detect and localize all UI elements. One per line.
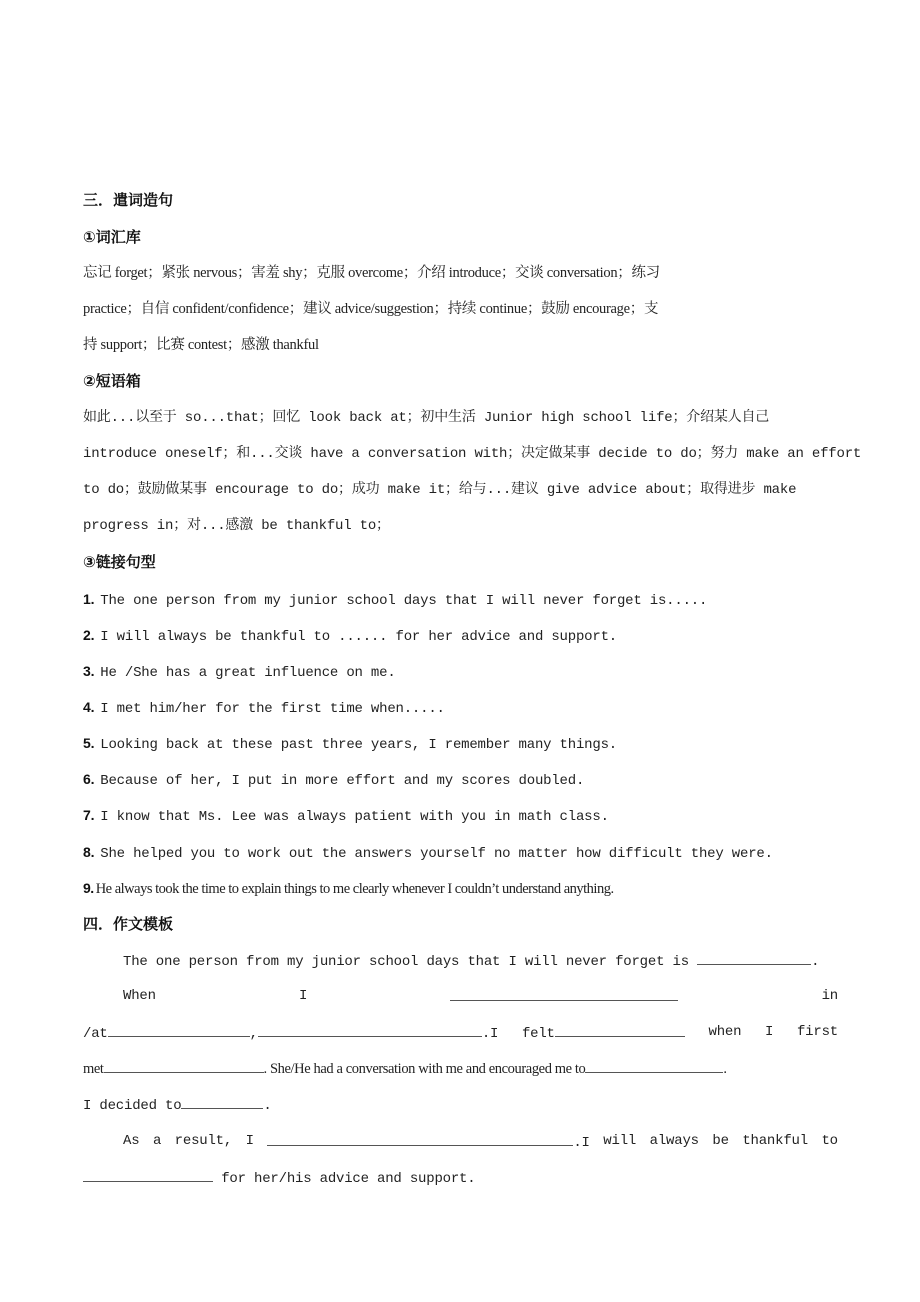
sentence-item bbox=[83, 842, 773, 864]
vocab-title: ①词汇库 bbox=[83, 228, 141, 246]
sentence-item bbox=[83, 805, 609, 827]
template-text: I bbox=[299, 988, 308, 1004]
sentence-number: 6. bbox=[83, 771, 95, 787]
sentence-text: She helped you to work out the answers yourself no matter how difficult they were. bbox=[100, 846, 773, 862]
sentence-text: Looking back at these past three years, I remember many things. bbox=[100, 737, 617, 753]
template-line-6 bbox=[123, 1131, 838, 1153]
sentence-number: 5. bbox=[83, 735, 95, 751]
sentence-text: He always took the time to explain things to me clearly whenever I couldn’t understand anything. bbox=[95, 881, 614, 897]
template-text: .I bbox=[573, 1135, 590, 1151]
template-text: , bbox=[249, 1026, 258, 1042]
sentence-item bbox=[83, 661, 396, 683]
template-text: I bbox=[245, 1133, 254, 1149]
template-text: . bbox=[263, 1098, 272, 1114]
sentence-text: Because of her, I put in more effort and my scores doubled. bbox=[100, 773, 585, 789]
blank-field[interactable] bbox=[108, 1022, 250, 1037]
sentence-text: I met him/her for the first time when..... bbox=[100, 701, 445, 717]
phrases-line-1: 如此...以至于 so...that；回忆 look back at；初中生活 Junior high school life；介绍某人自己 bbox=[83, 410, 770, 426]
vocab-line-2: practice；自信 confident/confidence；建议 advice/suggestion；持续 continue；鼓励 encourage；支 bbox=[83, 301, 659, 317]
sentence-item bbox=[83, 589, 707, 611]
sentence-number: 1. bbox=[83, 591, 95, 607]
sentence-text: I know that Ms. Lee was always patient with you in math class. bbox=[100, 809, 609, 825]
template-text: . bbox=[723, 1061, 727, 1077]
template-text: /at bbox=[83, 1026, 108, 1042]
sentence-number: 3. bbox=[83, 663, 95, 679]
template-text: to bbox=[821, 1133, 838, 1149]
template-text: When bbox=[123, 988, 156, 1004]
sentence-number: 7. bbox=[83, 807, 95, 823]
template-text: thankful bbox=[742, 1133, 808, 1149]
sentence-item bbox=[83, 697, 445, 719]
template-text: result, bbox=[174, 1133, 233, 1149]
template-line-7 bbox=[83, 1167, 475, 1189]
template-text: The one person from my junior school days that I will never forget is bbox=[123, 954, 689, 970]
sentence-number: 9. bbox=[83, 880, 94, 896]
sentence-item bbox=[83, 625, 617, 647]
template-text: when bbox=[708, 1024, 742, 1040]
blank-field[interactable] bbox=[697, 950, 811, 965]
section-4-title: 四．作文模板 bbox=[83, 915, 174, 933]
section-3-title: 三．遣词造句 bbox=[83, 191, 174, 209]
vocab-line-3: 持 support；比赛 contest；感激 thankful bbox=[83, 337, 319, 353]
blank-field[interactable] bbox=[585, 1058, 723, 1073]
template-text: . bbox=[811, 954, 820, 970]
sentence-text: The one person from my junior school days that I will never forget is..... bbox=[100, 593, 708, 609]
blank-field[interactable] bbox=[267, 1131, 573, 1146]
blank-field[interactable] bbox=[450, 986, 678, 1001]
template-text: first bbox=[796, 1024, 838, 1040]
template-text: I bbox=[765, 1024, 774, 1040]
sentences-title: ③链接句型 bbox=[83, 553, 156, 571]
sentence-number: 2. bbox=[83, 627, 95, 643]
sentence-item bbox=[83, 733, 617, 755]
sentence-number: 8. bbox=[83, 844, 95, 860]
template-text: for her/his advice and support. bbox=[221, 1171, 476, 1187]
blank-field[interactable] bbox=[258, 1022, 482, 1037]
phrases-line-4: progress in；对...感激 be thankful to； bbox=[83, 518, 390, 534]
template-text: As bbox=[123, 1133, 140, 1149]
template-line-2 bbox=[123, 986, 838, 1006]
template-text: be bbox=[712, 1133, 729, 1149]
template-line-5 bbox=[83, 1094, 272, 1116]
blank-field[interactable] bbox=[555, 1022, 685, 1037]
phrases-line-3: to do；鼓励做某事 encourage to do；成功 make it；给与...建议 give advice about；取得进步 make bbox=[83, 482, 797, 498]
template-text: will bbox=[603, 1133, 637, 1149]
phrases-title: ②短语箱 bbox=[83, 372, 141, 390]
blank-field[interactable] bbox=[83, 1167, 213, 1182]
sentence-item bbox=[83, 769, 584, 791]
vocab-line-1: 忘记 forget；紧张 nervous；害羞 shy；克服 overcome；介绍 introduce；交谈 conversation；练习 bbox=[83, 265, 660, 281]
phrases-line-2: introduce oneself；和...交谈 have a conversation with；决定做某事 decide to do；努力 make an effort bbox=[83, 446, 862, 462]
blank-field[interactable] bbox=[181, 1094, 263, 1109]
template-line-4 bbox=[83, 1058, 727, 1079]
sentence-text: I will always be thankful to ...... for her advice and support. bbox=[100, 629, 617, 645]
template-text: met bbox=[83, 1061, 104, 1077]
template-line-3 bbox=[83, 1022, 838, 1044]
template-line-1 bbox=[83, 950, 819, 972]
template-text: always bbox=[649, 1133, 699, 1149]
sentence-text: He /She has a great influence on me. bbox=[100, 665, 396, 681]
sentence-item bbox=[83, 878, 614, 899]
template-text: .I bbox=[481, 1026, 499, 1042]
template-text: . She/He had a conversation with me and encouraged me to bbox=[263, 1061, 586, 1077]
template-text: I decided to bbox=[83, 1098, 182, 1114]
blank-field[interactable] bbox=[104, 1058, 264, 1073]
sentence-number: 4. bbox=[83, 699, 95, 715]
template-text: felt bbox=[521, 1026, 555, 1042]
template-text: in bbox=[821, 988, 838, 1004]
template-text: a bbox=[152, 1133, 162, 1149]
